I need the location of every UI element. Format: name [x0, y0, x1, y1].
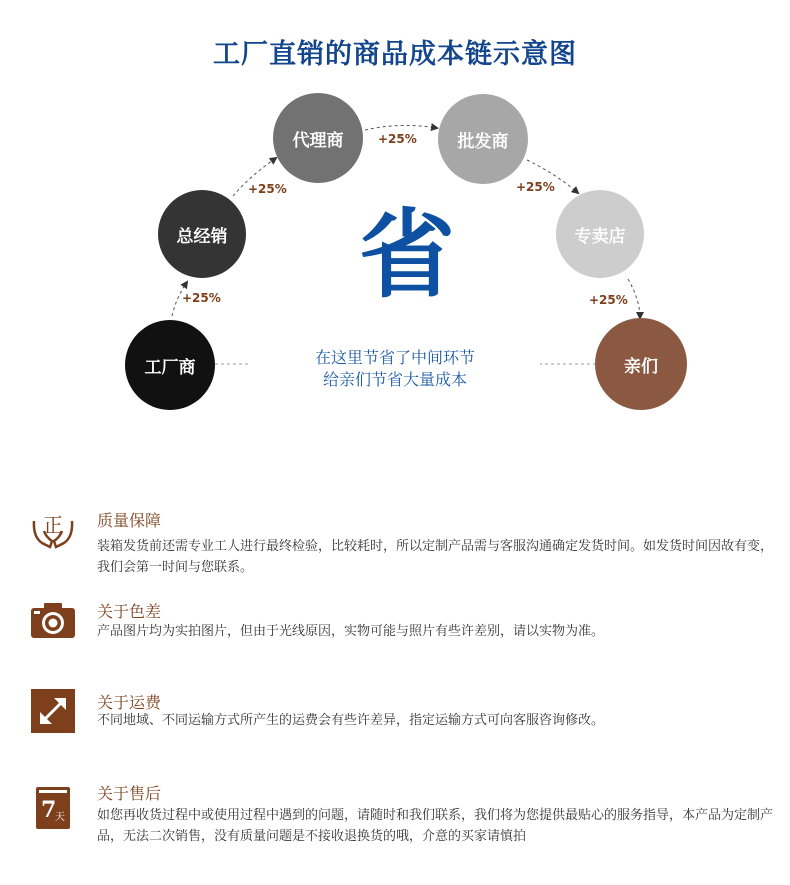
node-general-distributor	[158, 190, 246, 278]
node-label: 亲们	[624, 356, 658, 377]
badge-number: 7	[41, 797, 57, 823]
markup-label: +25%	[248, 182, 287, 196]
markup-label: +25%	[378, 132, 417, 146]
camera-icon	[30, 598, 76, 644]
markup-label: +25%	[516, 180, 555, 194]
hands-zheng-icon	[30, 507, 76, 553]
seven-day-icon	[36, 787, 70, 829]
badge-unit: 天	[55, 812, 65, 823]
calendar-top-bar	[39, 790, 67, 793]
note-text: 产品图片均为实拍图片，但由于光线原因，实物可能与照片有些许差别，请以实物为准。	[97, 624, 605, 639]
node-label: 代理商	[292, 130, 344, 151]
markup-label: +25%	[182, 291, 221, 305]
node-label: 总经销	[176, 226, 228, 247]
note-text: 如您再收货过程中或使用过程中遇到的问题，请随时和我们联系，我们将为您提供最贴心的服务指导，本产品为定制产品，无法二次销售，没有质量问题是不接收退换货的哦，介意的买家请慎拍	[97, 808, 774, 844]
node-customers	[595, 318, 687, 410]
node-label: 专卖店	[574, 226, 626, 247]
note-title: 质量保障	[97, 511, 162, 530]
note-title: 关于运费	[97, 693, 162, 712]
arrow-agent-to-wholesaler	[365, 125, 437, 130]
node-wholesaler	[438, 94, 528, 184]
note-title: 关于色差	[97, 602, 162, 621]
save-character: 省	[359, 199, 455, 311]
node-label: 工厂商	[144, 357, 196, 378]
center-text-line1: 在这里节省了中间环节	[250, 345, 540, 368]
arrow-store-to-customer	[628, 279, 640, 318]
node-label: 批发商	[457, 131, 509, 152]
note-text: 装箱发货前还需专业工人进行最终检验，比较耗时，所以定制产品需与客服沟通确定发货时间。如发货时间因故有变，我们会第一时间与您联系。	[97, 539, 774, 575]
note-title: 关于售后	[97, 784, 162, 803]
center-text-line2: 给亲们节省大量成本	[250, 367, 540, 390]
markup-label: +25%	[589, 293, 628, 307]
diagonal-arrow-icon	[30, 688, 76, 734]
node-factory	[125, 320, 215, 410]
node-agent	[273, 93, 363, 183]
node-store	[556, 190, 644, 278]
page-title: 工厂直销的商品成本链示意图	[213, 39, 577, 70]
svg-text:正: 正	[43, 513, 63, 537]
note-text: 不同地域、不同运输方式所产生的运费会有些许差异，指定运输方式可向客服咨询修改。	[97, 713, 605, 728]
